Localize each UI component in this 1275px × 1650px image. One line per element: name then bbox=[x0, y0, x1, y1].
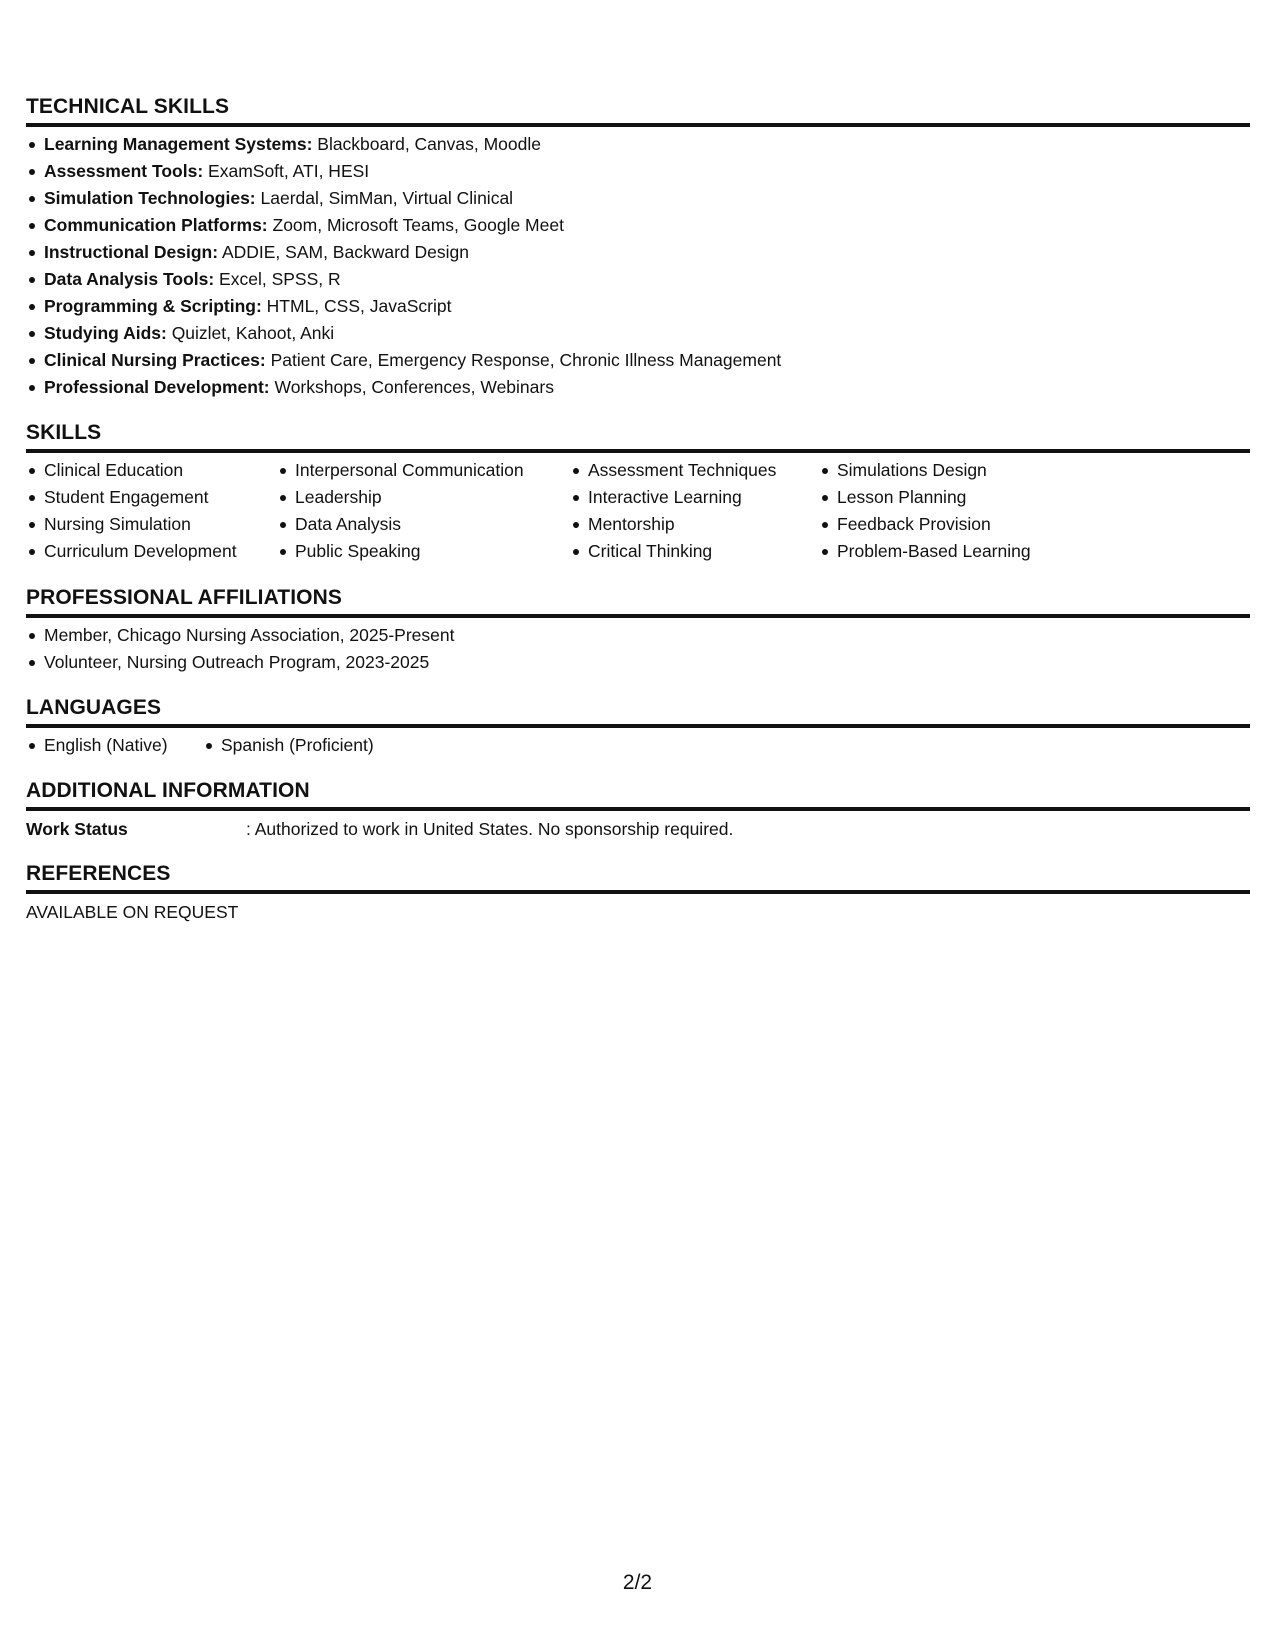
list-item bbox=[26, 266, 1250, 293]
list-item bbox=[26, 185, 1250, 212]
list-item: Nursing Simulation bbox=[26, 511, 277, 538]
skill-category-label: Professional Development: bbox=[44, 377, 270, 397]
skill-category-value: Laerdal, SimMan, Virtual Clinical bbox=[255, 188, 514, 208]
skill-category-label: Clinical Nursing Practices: bbox=[44, 350, 266, 370]
list-item: Interactive Learning bbox=[570, 484, 819, 511]
technical-skills-heading: TECHNICAL SKILLS bbox=[26, 94, 1250, 127]
affiliations-list bbox=[26, 622, 1250, 676]
affiliations-heading: PROFESSIONAL AFFILIATIONS bbox=[26, 585, 1250, 618]
list-item: Problem-Based Learning bbox=[819, 538, 1079, 565]
list-item: Data Analysis bbox=[277, 511, 570, 538]
list-item: Critical Thinking bbox=[570, 538, 819, 565]
skill-category-label: Programming & Scripting: bbox=[44, 296, 262, 316]
skill-category-value: Zoom, Microsoft Teams, Google Meet bbox=[267, 215, 564, 235]
skill-category-label: Learning Management Systems: bbox=[44, 134, 313, 154]
list-item: Curriculum Development bbox=[26, 538, 277, 565]
list-item bbox=[26, 347, 1250, 374]
skills-column-4 bbox=[819, 457, 1079, 565]
skill-category-value: ADDIE, SAM, Backward Design bbox=[218, 242, 469, 262]
skill-category-value: Quizlet, Kahoot, Anki bbox=[166, 323, 335, 343]
list-item: Clinical Education bbox=[26, 457, 277, 484]
additional-info-heading: ADDITIONAL INFORMATION bbox=[26, 778, 1250, 811]
skill-category-label: Communication Platforms: bbox=[44, 215, 268, 235]
skill-category-value: ExamSoft, ATI, HESI bbox=[203, 161, 370, 181]
work-status-row bbox=[26, 816, 1250, 843]
skill-category-value: Workshops, Conferences, Webinars bbox=[269, 377, 554, 397]
list-item: Lesson Planning bbox=[819, 484, 1079, 511]
list-item: Leadership bbox=[277, 484, 570, 511]
technical-skills-list bbox=[26, 131, 1250, 401]
list-item bbox=[26, 158, 1250, 185]
resume-page bbox=[26, 0, 1250, 1650]
list-item: English (Native) bbox=[26, 732, 203, 759]
list-item bbox=[26, 212, 1250, 239]
page-number: 2/2 bbox=[622, 1571, 653, 1594]
list-item bbox=[26, 293, 1250, 320]
skills-column-1 bbox=[26, 457, 277, 565]
skills-section bbox=[26, 420, 1250, 565]
references-text: AVAILABLE ON REQUEST bbox=[26, 902, 239, 922]
skill-category-label: Simulation Technologies: bbox=[44, 188, 256, 208]
skills-column-2 bbox=[277, 457, 570, 565]
skills-heading: SKILLS bbox=[26, 420, 1250, 453]
list-item: Assessment Techniques bbox=[570, 457, 819, 484]
languages-list-part-1 bbox=[26, 732, 203, 759]
technical-skills-section bbox=[26, 94, 1250, 401]
list-item: Student Engagement bbox=[26, 484, 277, 511]
list-item bbox=[26, 320, 1250, 347]
list-item: Mentorship bbox=[570, 511, 819, 538]
list-item: Feedback Provision bbox=[819, 511, 1079, 538]
list-item: Simulations Design bbox=[819, 457, 1079, 484]
skills-columns bbox=[26, 457, 1250, 565]
work-status-value: : Authorized to work in United States. No sponsorship required. bbox=[246, 819, 734, 839]
languages-list bbox=[26, 732, 1250, 759]
additional-info-section bbox=[26, 778, 1250, 843]
skill-category-label: Assessment Tools: bbox=[44, 161, 204, 181]
list-item bbox=[26, 374, 1250, 401]
skill-category-value: Blackboard, Canvas, Moodle bbox=[312, 134, 541, 154]
skill-category-value: Excel, SPSS, R bbox=[214, 269, 341, 289]
skill-category-value: HTML, CSS, JavaScript bbox=[261, 296, 452, 316]
languages-list-part-2 bbox=[203, 732, 374, 759]
work-status-label: Work Status bbox=[26, 819, 128, 839]
list-item: Spanish (Proficient) bbox=[203, 732, 374, 759]
list-item bbox=[26, 131, 1250, 158]
references-section bbox=[26, 861, 1250, 926]
list-item: Volunteer, Nursing Outreach Program, 2023-2025 bbox=[26, 649, 1250, 676]
references-heading: REFERENCES bbox=[26, 861, 1250, 894]
skills-column-3 bbox=[570, 457, 819, 565]
languages-heading: LANGUAGES bbox=[26, 695, 1250, 728]
skill-category-label: Data Analysis Tools: bbox=[44, 269, 215, 289]
list-item: Public Speaking bbox=[277, 538, 570, 565]
list-item: Member, Chicago Nursing Association, 2025-Present bbox=[26, 622, 1250, 649]
list-item: Interpersonal Communication bbox=[277, 457, 570, 484]
skill-category-label: Studying Aids: bbox=[44, 323, 167, 343]
languages-section bbox=[26, 695, 1250, 759]
skill-category-value: Patient Care, Emergency Response, Chronic Illness Management bbox=[265, 350, 782, 370]
skill-category-label: Instructional Design: bbox=[44, 242, 219, 262]
list-item bbox=[26, 239, 1250, 266]
affiliations-section bbox=[26, 585, 1250, 676]
